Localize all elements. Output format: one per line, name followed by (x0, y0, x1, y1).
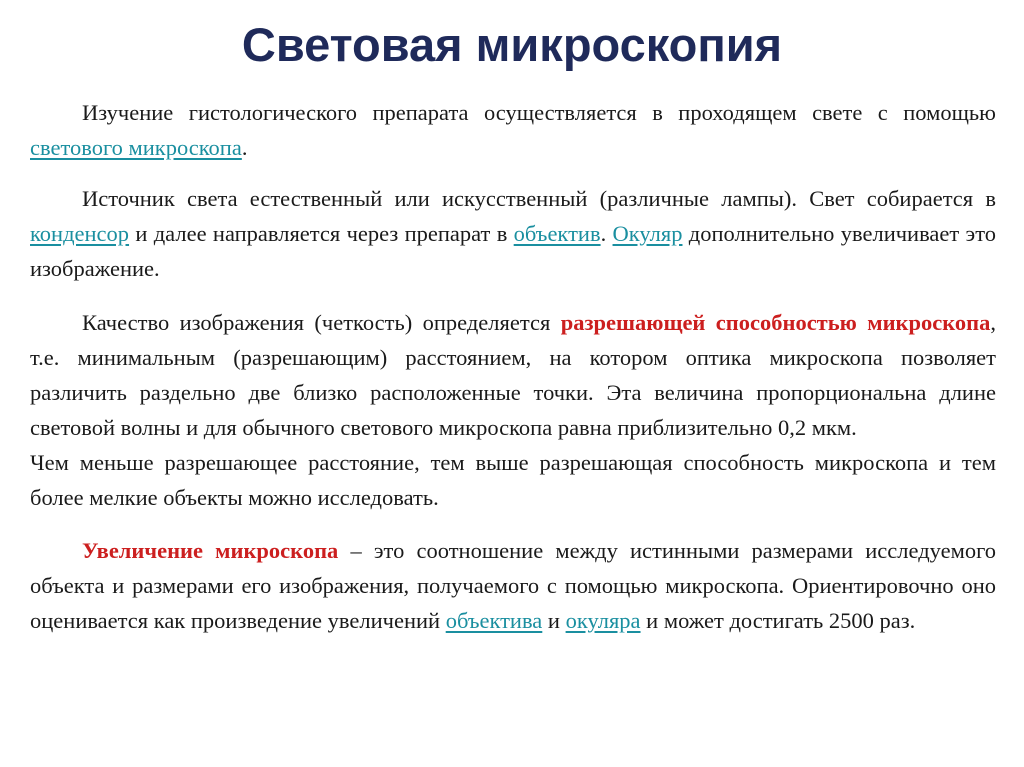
link-eyepiece-lens[interactable]: окуляра (565, 608, 641, 633)
paragraph-text: Изучение гистологического препарата осуществляется в проходящем свете с помощью (82, 100, 996, 125)
link-light-microscope[interactable]: светового микроскопа (30, 135, 242, 160)
paragraph-text: . (241, 135, 248, 160)
paragraph-text: и далее направляется через препарат в (129, 221, 514, 246)
link-condenser[interactable]: конденсор (30, 221, 130, 246)
slide-title: Световая микроскопия (241, 18, 783, 71)
paragraph-text: и может достигать 2500 раз. (640, 608, 916, 633)
emphasis-resolving-power: разрешающей способностью микроскопа (560, 310, 991, 335)
paragraph-text: и (542, 608, 566, 633)
paragraph-text: Источник света естественный или искусственный (различные лампы). Свет собирается в (82, 186, 996, 211)
paragraph-magnification (30, 533, 996, 638)
paragraph-text: дополнительно увеличивает это изображение. (30, 221, 996, 281)
paragraph-resolution (30, 305, 996, 515)
paragraph-intro (30, 95, 996, 165)
slide-body (30, 92, 996, 638)
paragraph-text: . (600, 221, 613, 246)
paragraph-text: Качество изображения (четкость) определяется (82, 310, 561, 335)
paragraph-text: Чем меньше разрешающее расстояние, тем выше разрешающая способность микроскопа и тем более мелкие объекты можно исследовать. (30, 450, 996, 510)
link-objective[interactable]: объектив (513, 221, 601, 246)
paragraph-text: , т.е. минимальным (разрешающим) расстоянием, на котором оптика микроскопа позволяет различить раздельно две близко расположенные точки. Эта величина пропорциональна длине световой волны и для обычного светового микроскопа равна приблизительно 0,2 мкм. (30, 310, 996, 440)
paragraph-text: – это соотношение между истинными размерами исследуемого объекта и размерами его изображения, получаемого с помощью микроскопа. Ориентировочно оно оценивается как произведение увеличений (30, 538, 996, 633)
emphasis-magnification: Увеличение микроскопа (82, 538, 339, 563)
link-objective-lens[interactable]: объектива (445, 608, 543, 633)
paragraph-light-source (30, 181, 996, 286)
link-eyepiece[interactable]: Окуляр (612, 221, 683, 246)
